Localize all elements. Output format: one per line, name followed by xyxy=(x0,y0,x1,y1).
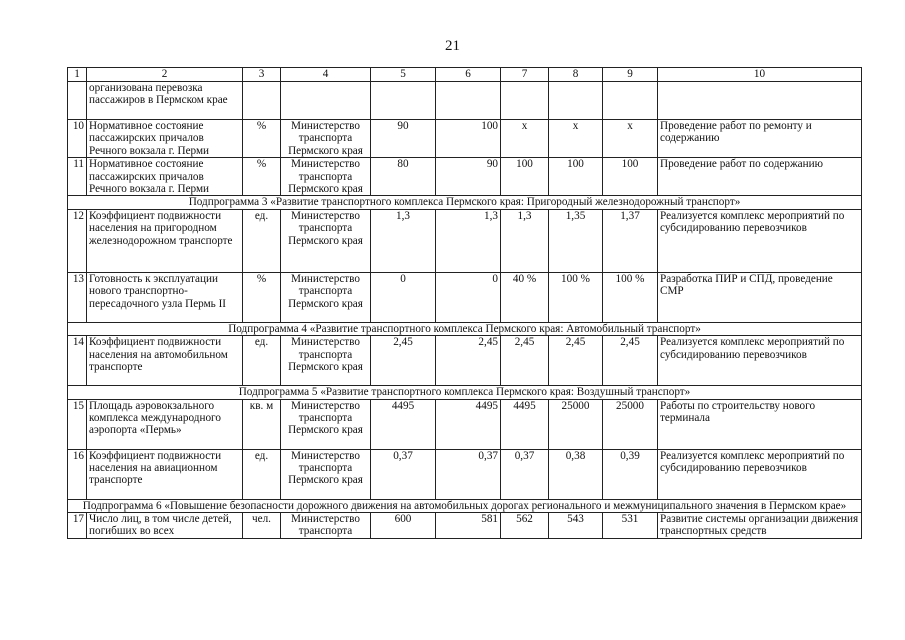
responsible: Министерство транспорта Пермского края xyxy=(281,449,371,499)
subprogram-title: Подпрограмма 6 «Повышение безопасности дорожного движения на автомобильных дорогах регионального и межмуниципального значения в Пермском крае» xyxy=(68,499,862,512)
indicator-name: Коэффициент подвижности населения на пригородном железнодорожном транспорте xyxy=(87,209,243,272)
value-col6: 90 xyxy=(436,158,501,196)
value-col5: 0 xyxy=(371,272,436,322)
measures-note: Реализуется комплекс мероприятий по субсидированию перевозчиков xyxy=(658,449,862,499)
value-col5: 600 xyxy=(371,513,436,539)
row-number: 12 xyxy=(68,209,87,272)
row-number: 15 xyxy=(68,399,87,449)
col-header-7: 7 xyxy=(501,68,549,82)
value-col9: 25000 xyxy=(603,399,658,449)
col-header-9: 9 xyxy=(603,68,658,82)
value-col8: 100 xyxy=(549,158,603,196)
table-row xyxy=(68,120,862,158)
measures-note: Проведение работ по содержанию xyxy=(658,158,862,196)
responsible: Министерство транспорта Пермского края xyxy=(281,158,371,196)
value-col7: 1,3 xyxy=(501,209,549,272)
table-row xyxy=(68,209,862,272)
table-row xyxy=(68,399,862,449)
table-row xyxy=(68,158,862,196)
col-header-4: 4 xyxy=(281,68,371,82)
row-number: 17 xyxy=(68,513,87,539)
value-col5: 90 xyxy=(371,120,436,158)
value-col6: 0,37 xyxy=(436,449,501,499)
value-col8: 1,35 xyxy=(549,209,603,272)
indicator-name: Нормативное состояние пассажирских причалов Речного вокзала г. Перми xyxy=(87,158,243,196)
value-col8: 25000 xyxy=(549,399,603,449)
value-col7: 0,37 xyxy=(501,449,549,499)
unit: % xyxy=(243,120,281,158)
responsible: Министерство транспорта xyxy=(281,513,371,539)
indicator-name: Число лиц, в том числе детей, погибших во всех xyxy=(87,513,243,539)
indicators-table xyxy=(67,67,862,539)
responsible: Министерство транспорта Пермского края xyxy=(281,272,371,322)
value-col6: 100 xyxy=(436,120,501,158)
section-row xyxy=(68,322,862,335)
page-number: 21 xyxy=(445,38,460,54)
value-col5: 0,37 xyxy=(371,449,436,499)
table-row xyxy=(68,449,862,499)
value-col7: 4495 xyxy=(501,399,549,449)
unit: % xyxy=(243,158,281,196)
value-col9: 1,37 xyxy=(603,209,658,272)
table-row xyxy=(68,336,862,386)
unit: % xyxy=(243,272,281,322)
unit: ед. xyxy=(243,336,281,386)
indicator-name: Коэффициент подвижности населения на авиационном транспорте xyxy=(87,449,243,499)
col-header-10: 10 xyxy=(658,68,862,82)
value-col5: 80 xyxy=(371,158,436,196)
value-col6: 581 xyxy=(436,513,501,539)
col-header-1: 1 xyxy=(68,68,87,82)
section-row xyxy=(68,499,862,512)
value-col5: 1,3 xyxy=(371,209,436,272)
row-number: 14 xyxy=(68,336,87,386)
row-number: 16 xyxy=(68,449,87,499)
col-header-6: 6 xyxy=(436,68,501,82)
col-header-5: 5 xyxy=(371,68,436,82)
col-header-3: 3 xyxy=(243,68,281,82)
value-col9: 2,45 xyxy=(603,336,658,386)
value-col7: х xyxy=(501,120,549,158)
table-row xyxy=(68,272,862,322)
table-row xyxy=(68,513,862,539)
value-col8: х xyxy=(549,120,603,158)
unit: ед. xyxy=(243,209,281,272)
value-col5: 4495 xyxy=(371,399,436,449)
responsible: Министерство транспорта Пермского края xyxy=(281,336,371,386)
value-col6: 1,3 xyxy=(436,209,501,272)
value-col6: 4495 xyxy=(436,399,501,449)
value-col7: 100 xyxy=(501,158,549,196)
subprogram-title: Подпрограмма 3 «Развитие транспортного комплекса Пермского края: Пригородный железнодорожный транспорт» xyxy=(68,196,862,209)
section-row xyxy=(68,386,862,399)
row-number: 11 xyxy=(68,158,87,196)
indicator-name: Коэффициент подвижности населения на автомобильном транспорте xyxy=(87,336,243,386)
value-col9: х xyxy=(603,120,658,158)
value-col8: 2,45 xyxy=(549,336,603,386)
measures-note: Разработка ПИР и СПД, проведение СМР xyxy=(658,272,862,322)
indicator-name: Площадь аэровокзального комплекса международного аэропорта «Пермь» xyxy=(87,399,243,449)
responsible: Министерство транспорта Пермского края xyxy=(281,399,371,449)
value-col8: 543 xyxy=(549,513,603,539)
unit: ед. xyxy=(243,449,281,499)
unit: чел. xyxy=(243,513,281,539)
indicator-name: Готовность к эксплуатации нового транспортно-пересадочного узла Пермь II xyxy=(87,272,243,322)
value-col9: 100 % xyxy=(603,272,658,322)
responsible: Министерство транспорта Пермского края xyxy=(281,209,371,272)
measures-note: Работы по строительству нового терминала xyxy=(658,399,862,449)
value-col7: 40 % xyxy=(501,272,549,322)
value-col9: 100 xyxy=(603,158,658,196)
responsible: Министерство транспорта Пермского края xyxy=(281,120,371,158)
value-col6: 0 xyxy=(436,272,501,322)
value-col7: 2,45 xyxy=(501,336,549,386)
subprogram-title: Подпрограмма 4 «Развитие транспортного комплекса Пермского края: Автомобильный транспорт» xyxy=(68,322,862,335)
value-col5: 2,45 xyxy=(371,336,436,386)
col-header-2: 2 xyxy=(87,68,243,82)
section-row xyxy=(68,196,862,209)
measures-note: Реализуется комплекс мероприятий по субсидированию перевозчиков xyxy=(658,336,862,386)
value-col6: 2,45 xyxy=(436,336,501,386)
value-col9: 0,39 xyxy=(603,449,658,499)
value-col9: 531 xyxy=(603,513,658,539)
row-number: 13 xyxy=(68,272,87,322)
col-header-8: 8 xyxy=(549,68,603,82)
column-number-row xyxy=(68,68,862,82)
indicator-name: Нормативное состояние пассажирских причалов Речного вокзала г. Перми xyxy=(87,120,243,158)
measures-note: Развитие системы организации движения транспортных средств xyxy=(658,513,862,539)
unit: кв. м xyxy=(243,399,281,449)
value-col8: 100 % xyxy=(549,272,603,322)
value-col8: 0,38 xyxy=(549,449,603,499)
row-number: 10 xyxy=(68,120,87,158)
measures-note: Реализуется комплекс мероприятий по субсидированию перевозчиков xyxy=(658,209,862,272)
measures-note: Проведение работ по ремонту и содержанию xyxy=(658,120,862,158)
indicator-name: организована перевозка пассажиров в Пермском крае xyxy=(87,82,243,120)
subprogram-title: Подпрограмма 5 «Развитие транспортного комплекса Пермского края: Воздушный транспорт» xyxy=(68,386,862,399)
table-row-continuation xyxy=(68,82,862,120)
value-col7: 562 xyxy=(501,513,549,539)
